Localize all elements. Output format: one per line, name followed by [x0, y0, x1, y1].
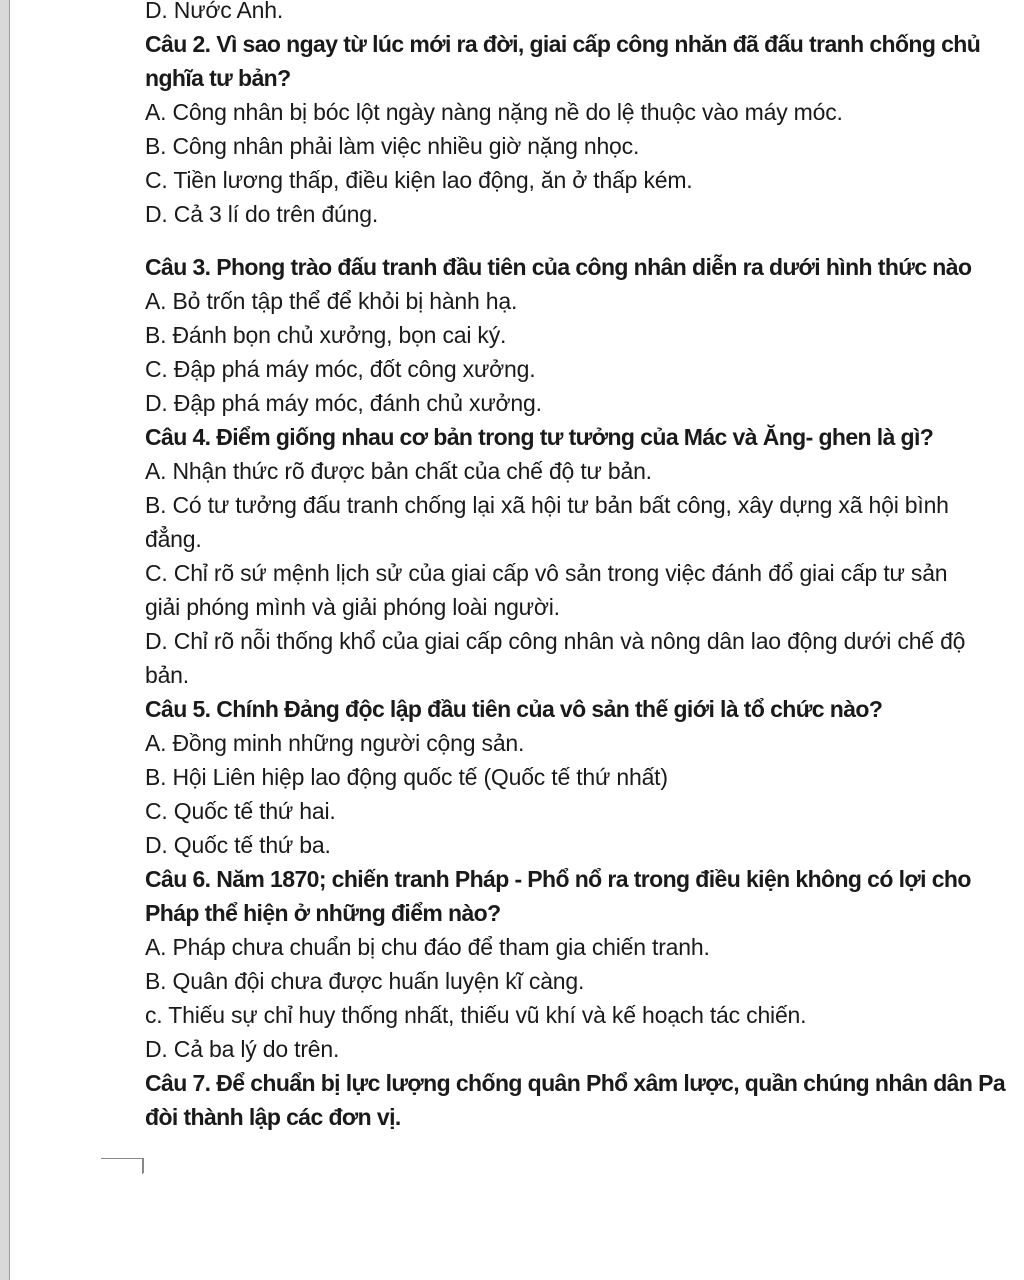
- answer-option-line: D. Cả ba lý do trên.: [145, 1036, 340, 1062]
- answer-option-line: D. Chỉ rõ nỗi thống khổ của giai cấp công nhân và nông dân lao động dưới chế độ: [145, 628, 966, 654]
- question-text-line: Câu 6. Năm 1870; chiến tranh Pháp - Phổ nổ ra trong điều kiện không có lợi cho: [145, 866, 971, 892]
- answer-option-line: C. Tiền lương thấp, điều kiện lao động, ăn ở thấp kém.: [145, 167, 693, 193]
- answer-option-line: D. Cả 3 lí do trên đúng.: [145, 201, 379, 227]
- answer-option-line: C. Chỉ rõ sứ mệnh lịch sử của giai cấp vô sản trong việc đánh đổ giai cấp tư sản: [145, 560, 948, 586]
- answer-option-line: A. Pháp chưa chuẩn bị chu đáo để tham gia chiến tranh.: [145, 934, 710, 960]
- answer-option-line: B. Đánh bọn chủ xưởng, bọn cai ký.: [145, 322, 507, 348]
- page-edge: [0, 0, 10, 1280]
- answer-option-line: A. Nhận thức rõ được bản chất của chế độ tư bản.: [145, 458, 652, 484]
- answer-option-line: bản.: [145, 662, 189, 688]
- question-text-line: Câu 5. Chính Đảng độc lập đầu tiên của vô sản thế giới là tổ chức nào?: [145, 696, 883, 722]
- answer-option-line: D. Quốc tế thứ ba.: [145, 832, 331, 858]
- answer-option-line: đẳng.: [145, 526, 202, 552]
- answer-option-line: B. Công nhân phải làm việc nhiều giờ nặng nhọc.: [145, 133, 640, 159]
- document-body: [145, 0, 1024, 1143]
- question-text-line: đòi thành lập các đơn vị.: [145, 1104, 401, 1130]
- question-text-line: Câu 3. Phong trào đấu tranh đầu tiên của công nhân diễn ra dưới hình thức nào: [145, 254, 972, 280]
- answer-option-line: A. Đồng minh những người cộng sản.: [145, 730, 525, 756]
- question-text-line: Câu 2. Vì sao ngay từ lúc mới ra đời, giai cấp công nhăn đã đấu tranh chống chủ: [145, 31, 981, 57]
- answer-option-line: C. Quốc tế thứ hai.: [145, 798, 336, 824]
- paragraph-corner-mark-stem: [142, 1158, 143, 1174]
- answer-option-line: D. Nước Anh.: [145, 0, 284, 23]
- answer-option-line: D. Đập phá máy móc, đánh chủ xưởng.: [145, 390, 542, 416]
- answer-option-line: B. Hội Liên hiệp lao động quốc tế (Quốc tế thứ nhất): [145, 764, 668, 790]
- answer-option-line: A. Bỏ trốn tập thể để khỏi bị hành hạ.: [145, 288, 518, 314]
- answer-option-line: B. Có tư tưởng đấu tranh chống lại xã hội tư bản bất công, xây dựng xã hội bình: [145, 492, 949, 518]
- paragraph-gap: [145, 231, 1024, 250]
- answer-option-line: A. Công nhân bị bóc lột ngày nàng nặng nề do lệ thuộc vào máy móc.: [145, 99, 843, 125]
- question-text-line: nghĩa tư bản?: [145, 65, 291, 91]
- question-text-line: Câu 7. Để chuẩn bị lực lượng chống quân Phổ xâm lược, quần chúng nhân dân Pa: [145, 1070, 1006, 1096]
- answer-option-line: giải phóng mình và giải phóng loài người.: [145, 594, 560, 620]
- answer-option-line: c. Thiếu sự chỉ huy thống nhất, thiếu vũ khí và kế hoạch tác chiến.: [145, 1002, 807, 1028]
- question-text-line: Câu 4. Điểm giống nhau cơ bản trong tư tưởng của Mác và Ăng- ghen là gì?: [145, 424, 934, 450]
- answer-option-line: B. Quân đội chưa được huấn luyện kĩ càng.: [145, 968, 585, 994]
- paragraph-corner-mark: [101, 1158, 144, 1173]
- question-text-line: Pháp thể hiện ở những điểm nào?: [145, 900, 501, 926]
- answer-option-line: C. Đập phá máy móc, đốt công xưởng.: [145, 356, 536, 382]
